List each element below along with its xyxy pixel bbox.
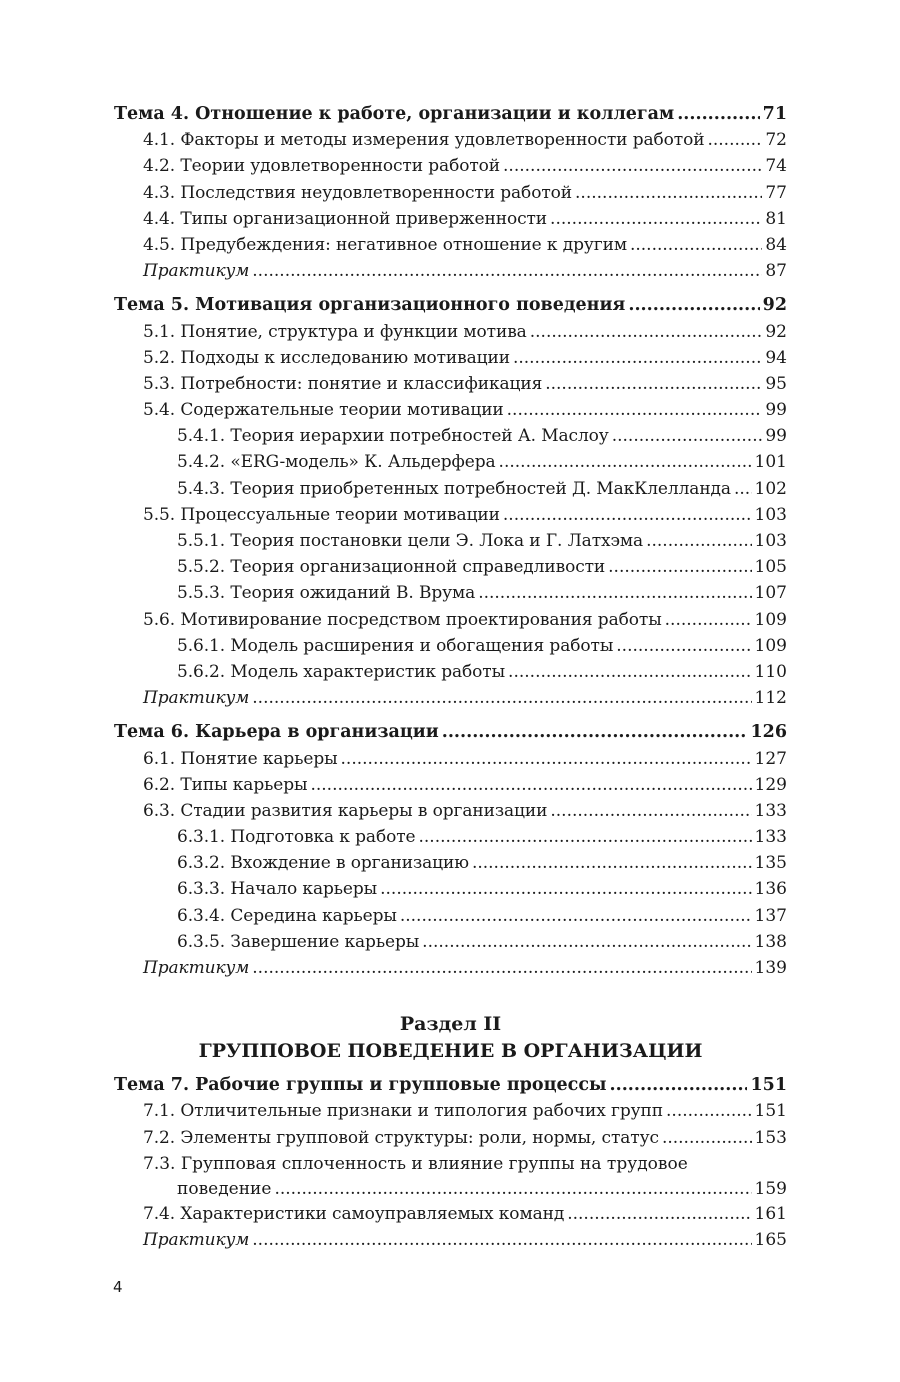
toc-item-5-6[interactable] bbox=[114, 607, 787, 633]
toc-item-title: 5.1. Понятие, структура и функции мотива bbox=[143, 321, 527, 342]
toc-item-6-2[interactable] bbox=[114, 772, 787, 798]
dot-leader bbox=[665, 607, 752, 633]
toc-item-title: 5.5.1. Теория постановки цели Э. Лока и Г. Латхэма bbox=[177, 531, 644, 551]
toc-page-number: 127 bbox=[754, 748, 787, 769]
toc-item-title: 6.2. Типы карьеры bbox=[143, 774, 308, 795]
section-label: Раздел II bbox=[399, 1013, 502, 1036]
toc-item-4-3[interactable] bbox=[114, 180, 787, 206]
toc-page-number: 138 bbox=[754, 931, 787, 952]
dot-leader bbox=[662, 1125, 752, 1151]
toc-topic-7[interactable] bbox=[114, 1072, 787, 1098]
dot-leader bbox=[252, 1227, 751, 1253]
dot-leader bbox=[503, 502, 752, 528]
dot-leader bbox=[530, 319, 763, 345]
toc-item-5-5-1[interactable] bbox=[114, 528, 787, 554]
toc-page-number: 109 bbox=[754, 635, 787, 656]
toc-item-title: 7.3. Групповая сплоченность и влияние группы на трудовое bbox=[143, 1153, 688, 1174]
dot-leader bbox=[575, 180, 762, 206]
toc-item-title: 6.1. Понятие карьеры bbox=[143, 748, 338, 769]
dot-leader bbox=[513, 345, 762, 371]
dot-leader bbox=[707, 127, 762, 153]
dot-leader bbox=[507, 397, 763, 423]
toc-item-5-5-2[interactable] bbox=[114, 554, 787, 580]
toc-page-number: 99 bbox=[765, 426, 787, 447]
toc-page-number: 101 bbox=[754, 452, 787, 473]
toc-item-title: Практикум bbox=[143, 261, 250, 282]
toc-item-5-4[interactable] bbox=[114, 397, 787, 423]
dot-leader bbox=[734, 476, 752, 502]
toc-page-number: 87 bbox=[765, 261, 787, 282]
toc-practicum-5[interactable] bbox=[114, 685, 787, 711]
toc-page-number: 109 bbox=[754, 609, 787, 630]
toc-page-number: 84 bbox=[765, 234, 787, 255]
dot-leader bbox=[472, 850, 752, 876]
dot-leader bbox=[550, 798, 751, 824]
toc-item-title: Практикум bbox=[143, 688, 250, 709]
toc-item-5-4-2[interactable] bbox=[114, 449, 787, 475]
toc-item-title: 7.4. Характеристики самоуправляемых команд bbox=[143, 1203, 565, 1224]
toc-item-title: 6.3.1. Подготовка к работе bbox=[177, 827, 416, 848]
toc-item-title: 6.3.5. Завершение карьеры bbox=[177, 931, 420, 952]
dot-leader bbox=[422, 929, 751, 955]
toc-item-5-6-1[interactable] bbox=[114, 633, 787, 659]
toc-item-6-3-5[interactable] bbox=[114, 929, 787, 955]
toc-topic-5[interactable] bbox=[114, 292, 787, 318]
dot-leader bbox=[400, 903, 752, 929]
dot-leader bbox=[666, 1098, 752, 1124]
toc-page-number: 72 bbox=[765, 130, 787, 151]
toc-page-number: 133 bbox=[754, 827, 787, 848]
toc-item-title: Практикум bbox=[143, 958, 250, 978]
toc-page-number: 99 bbox=[765, 400, 787, 421]
toc-item-title: 6.3. Стадии развития карьеры в организации bbox=[143, 800, 548, 821]
toc-item-5-5[interactable] bbox=[114, 502, 787, 528]
toc-item-6-3-3[interactable] bbox=[114, 876, 787, 902]
toc-page-number: 159 bbox=[754, 1178, 787, 1199]
toc-item-title: 6.3.3. Начало карьеры bbox=[177, 879, 378, 900]
toc-item-title: 4.4. Типы организационной приверженности bbox=[143, 208, 548, 229]
dot-leader bbox=[630, 232, 762, 258]
toc-page-number: 136 bbox=[754, 879, 787, 900]
table-of-contents bbox=[114, 101, 787, 1253]
toc-page-number: 103 bbox=[754, 504, 787, 525]
toc-item-title: 5.4.2. «ERG-модель» К. Альдерфера bbox=[177, 452, 496, 473]
toc-item-4-4[interactable] bbox=[114, 206, 787, 232]
dot-leader bbox=[503, 153, 762, 179]
toc-item-title: 5.6.1. Модель расширения и обогащения работы bbox=[177, 635, 614, 656]
toc-item-5-3[interactable] bbox=[114, 371, 787, 397]
toc-topic-title: Тема 5. Мотивация организационного поведения bbox=[114, 295, 626, 316]
dot-leader bbox=[419, 824, 752, 850]
toc-page-number: 77 bbox=[765, 182, 787, 203]
dot-leader bbox=[478, 580, 751, 606]
toc-page-number: 151 bbox=[750, 1075, 787, 1096]
toc-item-title: 5.5.2. Теория организационной справедливости bbox=[177, 557, 606, 578]
toc-topic-6[interactable] bbox=[114, 719, 787, 745]
dot-leader bbox=[341, 746, 752, 772]
dot-leader bbox=[646, 528, 751, 554]
toc-item-title: 5.5. Процессуальные теории мотивации bbox=[143, 504, 500, 525]
toc-item-title: 4.5. Предубеждения: негативное отношение к другим bbox=[143, 234, 627, 255]
toc-item-title: 6.3.2. Вхождение в организацию bbox=[177, 853, 469, 874]
toc-page-number: 129 bbox=[754, 774, 787, 795]
toc-item-title: 5.6.2. Модель характеристик работы bbox=[177, 661, 506, 682]
toc-item-title: 4.1. Факторы и методы измерения удовлетворенности работой bbox=[143, 130, 705, 151]
section-heading bbox=[114, 1011, 787, 1065]
toc-page-number: 139 bbox=[754, 958, 787, 978]
toc-item-continuation bbox=[143, 1177, 787, 1201]
toc-page-number: 103 bbox=[754, 531, 787, 551]
toc-topic-title: Тема 7. Рабочие группы и групповые процессы bbox=[114, 1075, 607, 1096]
toc-item-6-3-2[interactable] bbox=[114, 850, 787, 876]
toc-page-number: 161 bbox=[754, 1203, 787, 1224]
toc-item-5-2[interactable] bbox=[114, 345, 787, 371]
toc-item-title: 7.2. Элементы групповой структуры: роли, нормы, статус bbox=[143, 1127, 659, 1148]
toc-item-title: 5.5.3. Теория ожиданий В. Врума bbox=[177, 583, 476, 604]
toc-item-7-1[interactable] bbox=[114, 1098, 787, 1124]
toc-page-number: 81 bbox=[765, 208, 787, 229]
dot-leader bbox=[610, 1072, 748, 1098]
toc-page-number: 137 bbox=[754, 905, 787, 926]
dot-leader bbox=[499, 449, 752, 475]
toc-item-title: 5.2. Подходы к исследованию мотивации bbox=[143, 347, 510, 368]
toc-page-number: 94 bbox=[765, 347, 787, 368]
toc-page-number: 102 bbox=[754, 478, 787, 499]
dot-leader bbox=[380, 876, 751, 902]
toc-page-number: 153 bbox=[754, 1127, 787, 1148]
toc-item-7-4[interactable] bbox=[114, 1201, 787, 1227]
toc-item-title: 5.4. Содержательные теории мотивации bbox=[143, 400, 504, 421]
dot-leader bbox=[628, 292, 759, 318]
dot-leader bbox=[310, 772, 751, 798]
toc-item-title: Практикум bbox=[143, 1230, 250, 1251]
toc-page-number: 126 bbox=[750, 722, 787, 743]
dot-leader bbox=[550, 206, 762, 232]
toc-item-6-3-1[interactable] bbox=[114, 824, 787, 850]
toc-page-number: 107 bbox=[754, 583, 787, 604]
toc-item-4-2[interactable] bbox=[114, 153, 787, 179]
toc-item-title: 5.4.1. Теория иерархии потребностей А. Маслоу bbox=[177, 426, 609, 447]
toc-page-number: 92 bbox=[765, 321, 787, 342]
toc-page-number: 92 bbox=[762, 295, 787, 316]
dot-leader bbox=[677, 101, 759, 127]
toc-page-number: 135 bbox=[754, 853, 787, 874]
toc-item-title: 4.2. Теории удовлетворенности работой bbox=[143, 156, 501, 177]
toc-item-5-4-1[interactable] bbox=[114, 423, 787, 449]
dot-leader bbox=[608, 554, 751, 580]
dot-leader bbox=[274, 1177, 751, 1201]
toc-page-number: 95 bbox=[765, 373, 787, 394]
toc-item-title: 5.4.3. Теория приобретенных потребностей Д. МакКлелланда bbox=[177, 478, 731, 499]
toc-practicum-7[interactable] bbox=[114, 1227, 787, 1253]
toc-item-title-continued: поведение bbox=[177, 1178, 272, 1199]
toc-topic-4[interactable] bbox=[114, 101, 787, 127]
toc-item-title: 4.3. Последствия неудовлетворенности работой bbox=[143, 182, 573, 203]
toc-item-title: 7.1. Отличительные признаки и типология рабочих групп bbox=[143, 1101, 664, 1122]
toc-item-4-5[interactable] bbox=[114, 232, 787, 258]
toc-practicum-6[interactable] bbox=[114, 955, 787, 981]
toc-topic-title: Тема 6. Карьера в организации bbox=[114, 722, 439, 743]
toc-item-5-6-2[interactable] bbox=[114, 659, 787, 685]
dot-leader bbox=[252, 955, 751, 981]
dot-leader bbox=[508, 659, 752, 685]
toc-item-5-1[interactable] bbox=[114, 319, 787, 345]
section-title: ГРУППОВОЕ ПОВЕДЕНИЕ В ОРГАНИЗАЦИИ bbox=[198, 1040, 703, 1063]
dot-leader bbox=[252, 685, 751, 711]
toc-item-6-3[interactable] bbox=[114, 798, 787, 824]
toc-page-number: 74 bbox=[765, 156, 787, 177]
toc-page-number: 105 bbox=[754, 557, 787, 578]
dot-leader bbox=[442, 719, 748, 745]
page-number: 4 bbox=[113, 1278, 123, 1296]
toc-item-title: 6.3.4. Середина карьеры bbox=[177, 905, 397, 926]
toc-page-number: 71 bbox=[762, 104, 787, 124]
toc-item-6-3-4[interactable] bbox=[114, 903, 787, 929]
toc-practicum-4[interactable] bbox=[114, 258, 787, 284]
toc-page-number: 151 bbox=[754, 1101, 787, 1122]
dot-leader bbox=[567, 1201, 751, 1227]
dot-leader bbox=[252, 258, 762, 284]
toc-item-6-1[interactable] bbox=[114, 746, 787, 772]
toc-page-number: 112 bbox=[754, 688, 787, 709]
toc-item-7-3[interactable] bbox=[114, 1151, 787, 1201]
toc-item-title: 5.3. Потребности: понятие и классификация bbox=[143, 373, 543, 394]
toc-page-number: 165 bbox=[754, 1230, 787, 1251]
dot-leader bbox=[545, 371, 762, 397]
dot-leader bbox=[616, 633, 751, 659]
toc-topic-title: Тема 4. Отношение к работе, организации и коллегам bbox=[114, 104, 675, 124]
toc-item-title: 5.6. Мотивирование посредством проектирования работы bbox=[143, 609, 662, 630]
dot-leader bbox=[612, 423, 763, 449]
toc-page-number: 133 bbox=[754, 800, 787, 821]
toc-item-4-1[interactable] bbox=[114, 127, 787, 153]
toc-item-5-4-3[interactable] bbox=[114, 476, 787, 502]
toc-item-5-5-3[interactable] bbox=[114, 580, 787, 606]
toc-page-number: 110 bbox=[754, 661, 787, 682]
toc-item-7-2[interactable] bbox=[114, 1125, 787, 1151]
